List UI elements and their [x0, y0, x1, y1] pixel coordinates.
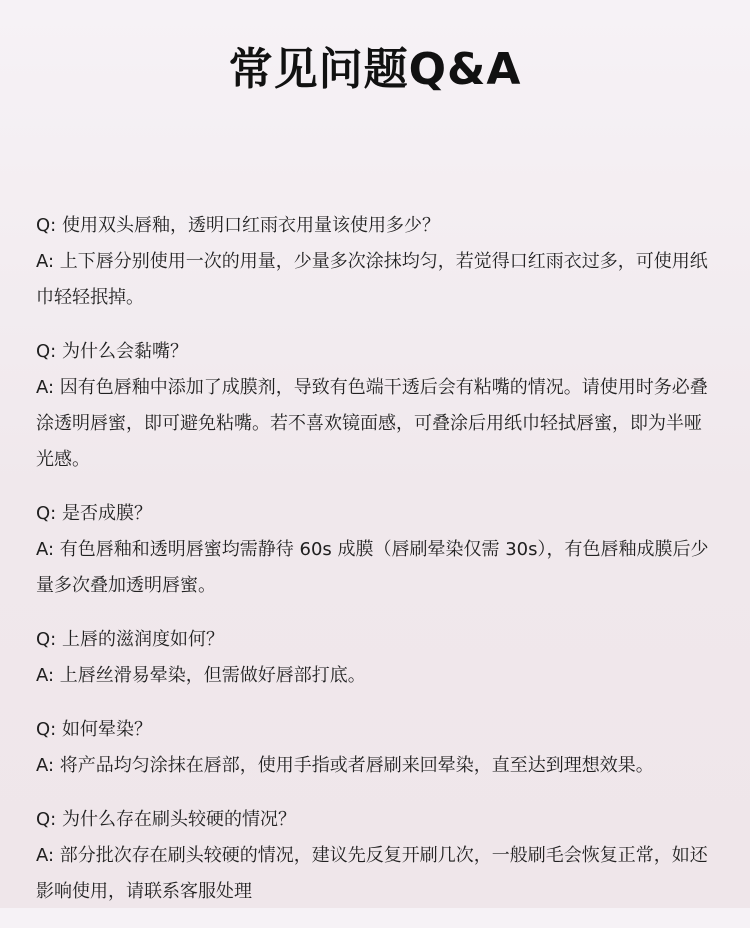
faq-answer: A: 上唇丝滑易晕染，但需做好唇部打底。: [36, 665, 366, 686]
faq-question: Q: 上唇的滋润度如何？: [36, 629, 224, 650]
faq-answer: A: 有色唇釉和透明唇蜜均需静待 60s 成膜（唇刷晕染仅需 30s），有色唇釉成膜后少量多次叠加透明唇蜜。: [36, 539, 709, 596]
faq-question: Q: 为什么会黏嘴？: [36, 341, 188, 362]
faq-item: [36, 712, 716, 784]
faq-question: Q: 如何晕染？: [36, 719, 152, 740]
faq-answer: A: 将产品均匀涂抹在唇部，使用手指或者唇刷来回晕染，直至达到理想效果。: [36, 755, 654, 776]
faq-answer: A: 部分批次存在刷头较硬的情况，建议先反复开刷几次，一般刷毛会恢复正常，如还影响使用，请联系客服处理: [36, 845, 708, 902]
faq-item: [36, 622, 716, 694]
faq-question: Q: 使用双头唇釉，透明口红雨衣用量该使用多少？: [36, 215, 440, 236]
faq-answer: A: 因有色唇釉中添加了成膜剂，导致有色端干透后会有粘嘴的情况。请使用时务必叠涂透明唇蜜，即可避免粘嘴。若不喜欢镜面感，可叠涂后用纸巾轻拭唇蜜，即为半哑光感。: [36, 377, 708, 470]
faq-item: [36, 334, 716, 478]
faq-question: Q: 为什么存在刷头较硬的情况？: [36, 809, 296, 830]
faq-answer: A: 上下唇分别使用一次的用量，少量多次涂抹均匀，若觉得口红雨衣过多，可使用纸巾轻轻抿掉。: [36, 251, 708, 308]
faq-item: [36, 496, 716, 604]
page-title: 常见问题Q&A: [228, 44, 522, 95]
faq-item: [36, 802, 716, 910]
faq-item: [36, 208, 716, 316]
faq-question: Q: 是否成膜？: [36, 503, 152, 524]
faq-list: [36, 208, 716, 928]
